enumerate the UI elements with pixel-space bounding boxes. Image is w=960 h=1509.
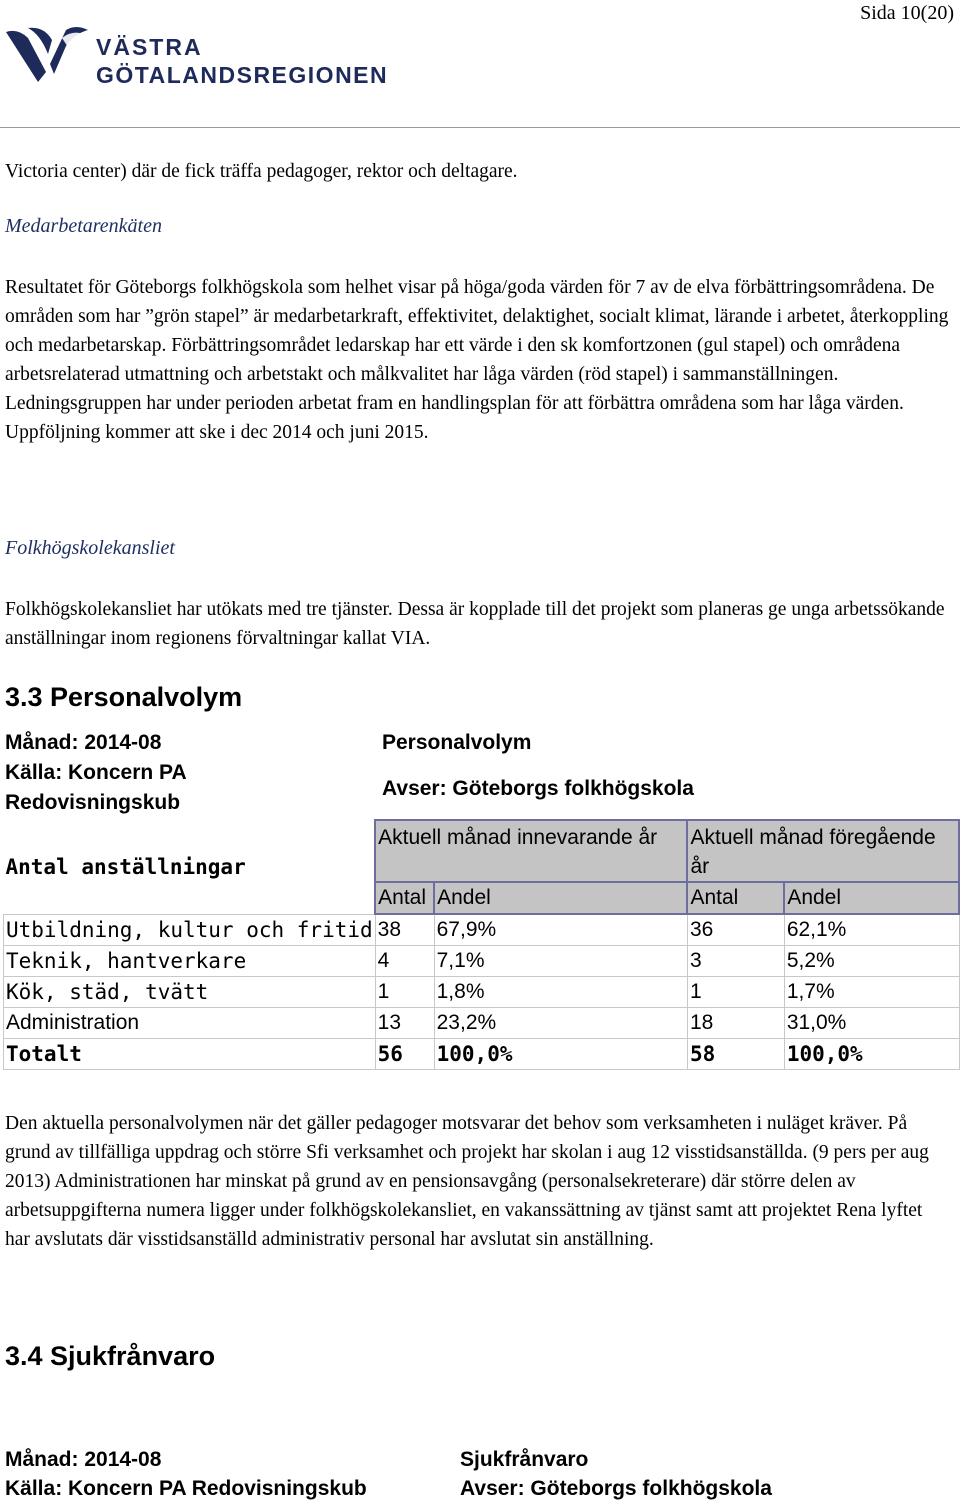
page-number: Sida 10(20) [860,2,954,24]
cell-andel-previous: 5,2% [784,946,959,977]
cell-antal-current: 38 [375,914,434,946]
personalvolym-table [3,819,960,1070]
section-heading-3-3: 3.3 Personalvolym [5,682,243,712]
cell-antal-current: 13 [375,1008,434,1039]
cell-antal-current: 1 [375,977,434,1008]
report-source-line2: Redovisningskub [5,791,181,814]
row-label: Administration [4,1008,376,1039]
report-source-line1: Källa: Koncern PA [5,761,187,784]
cell-andel-previous: 62,1% [784,914,959,946]
paragraph-medarbetarenkaten: Resultatet för Göteborgs folkhögskola som helhet visar på höga/goda värden för 7 av de elva förbättringsområdena. De områden som har ”grön stapel” är medarbetarkraft, effektivitet, delaktighet, socialt klimat, lärande i arbetet, återkoppling och medarbetarskap. Förbättringsområdet ledarskap har ett värde i den sk komfortzonen (gul stapel) och områdena arbetsrelaterad utmattning och arbetstakt och målkvalitet har låga värden (röd stapel) i sammanställningen. Ledningsgruppen har under perioden arbetat fram en handlingsplan för att förbättra områdena som har låga värden. Uppföljning kommer att ske i dec 2014 och juni 2015. [5,277,949,443]
col-header-antal-current: Antal [375,882,434,914]
total-antal-previous: 58 [687,1039,784,1070]
report2-month: Månad: 2014-08 [5,1448,162,1471]
table-row [4,914,960,946]
vgr-logo [4,24,389,94]
report-title: Personalvolym [382,731,532,754]
section-heading-3-4: 3.4 Sjukfrånvaro [5,1341,216,1371]
cell-andel-previous: 1,7% [784,977,959,1008]
row-label: Kök, städ, tvätt [4,977,376,1008]
cell-andel-current: 7,1% [434,946,687,977]
cell-andel-current: 1,8% [434,977,687,1008]
paragraph-intro: Victoria center) där de fick träffa pedagoger, rektor och deltagare. [5,161,518,182]
total-andel-previous: 100,0% [784,1039,959,1070]
vgr-emblem-icon [4,24,94,94]
table-total-row [4,1039,960,1070]
cell-andel-current: 23,2% [434,1008,687,1039]
col-header-andel-previous: Andel [784,882,959,914]
cell-antal-current: 4 [375,946,434,977]
table-row [4,946,960,977]
logo-text-line2: GÖTALANDSREGIONEN [96,62,389,88]
row-header-antal-anstallningar: Antal anställningar [5,854,246,879]
paragraph-personalvolym: Den aktuella personalvolymen när det gäller pedagoger motsvarar det behov som verksamheten i nuläget kräver. På grund av tillfälliga uppdrag och större Sfi verksamhet och projekt har skolan i aug 12 visstidsanställda. (9 pers per aug 2013) Administrationen har minskat på grund av en pensionsavgång (personalsekreterare) där större delen av arbetsuppgifterna numera ligger under folkhögskolekansliet, en vakanssättning av tjänst samt att projektet Rena lyftet har avslutats där visstidsanställd administrativ personal har avslutat sin anställning. [5,1113,929,1250]
total-label: Totalt [4,1039,376,1070]
report-month: Månad: 2014-08 [5,731,162,754]
row-label: Teknik, hantverkare [4,946,376,977]
report2-scope: Avser: Göteborgs folkhögskola [460,1477,772,1500]
cell-antal-previous: 36 [687,914,784,946]
logo-text-line1: VÄSTRA [96,34,203,60]
total-antal-current: 56 [375,1039,434,1070]
heading-medarbetarenkaten: Medarbetarenkäten [5,215,162,237]
heading-folkhogskolekansliet: Folkhögskolekansliet [5,537,175,559]
col-header-andel-current: Andel [434,882,687,914]
report-scope: Avser: Göteborgs folkhögskola [382,777,694,800]
col-header-antal-previous: Antal [687,882,784,914]
cell-andel-previous: 31,0% [784,1008,959,1039]
table-row [4,977,960,1008]
group-header-previous-year: Aktuell månad föregående år [687,820,959,882]
total-andel-current: 100,0% [434,1039,687,1070]
row-label: Utbildning, kultur och fritid [4,914,376,946]
group-header-current-year: Aktuell månad innevarande år [375,820,687,882]
cell-antal-previous: 18 [687,1008,784,1039]
cell-antal-previous: 1 [687,977,784,1008]
report2-source: Källa: Koncern PA Redovisningskub [5,1477,367,1500]
report2-title: Sjukfrånvaro [460,1448,589,1471]
header-divider [0,127,960,128]
cell-andel-current: 67,9% [434,914,687,946]
paragraph-kansliet: Folkhögskolekansliet har utökats med tre tjänster. Dessa är kopplade till det projekt som planeras ge unga arbetssökande anställningar inom regionens förvaltningar kallat VIA. [5,599,945,649]
cell-antal-previous: 3 [687,946,784,977]
table-row [4,1008,960,1039]
